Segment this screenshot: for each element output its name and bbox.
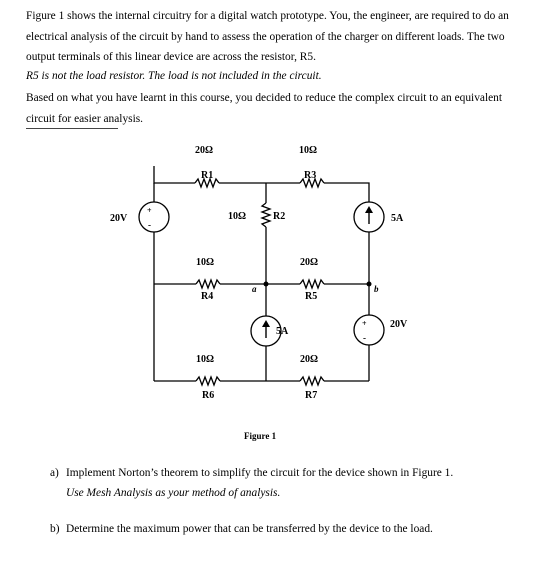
r5-value: 20Ω: [300, 257, 319, 268]
question-a-text: Implement Norton’s theorem to simplify the circuit for the device shown in Figure 1.: [66, 467, 454, 479]
node-b-label: b: [374, 284, 379, 294]
r2-value: 10Ω: [228, 211, 247, 222]
wire-top-right: [266, 179, 369, 202]
wire-mid-top: [262, 183, 270, 284]
circuit-diagram: [0, 136, 536, 446]
intro-note: R5 is not the load resistor. The load is not included in the circuit.: [26, 70, 322, 82]
arrow-up-icon: [365, 206, 373, 224]
wire-bottom-row: [154, 377, 369, 385]
plus-sign-left: +: [147, 206, 152, 215]
minus-sign-right: -: [363, 333, 366, 343]
arrow-up-icon: [262, 320, 270, 338]
r6-value: 10Ω: [196, 354, 215, 365]
node-a-label: a: [252, 284, 257, 294]
divider: [26, 128, 118, 129]
source-5a-middle: 5A: [276, 326, 289, 337]
question-a-label: a): [50, 467, 59, 479]
wire-left: [139, 183, 169, 381]
r3-value: 10Ω: [299, 145, 318, 156]
plus-sign-right: +: [362, 319, 367, 328]
r7-name: R7: [305, 390, 318, 401]
figure-caption: Figure 1: [244, 431, 277, 441]
question-b-text: Determine the maximum power that can be transferred by the device to the load.: [66, 523, 433, 535]
r4-value: 10Ω: [196, 257, 215, 268]
r7-value: 20Ω: [300, 354, 319, 365]
source-20v-right: 20V: [390, 319, 408, 330]
r3-name: R3: [304, 170, 317, 181]
r6-name: R6: [202, 390, 215, 401]
r1-name: R1: [201, 170, 214, 181]
question-b-label: b): [50, 523, 60, 535]
r5-name: R5: [305, 291, 318, 302]
intro-paragraph-2: Based on what you have learnt in this course, you decided to reduce the complex circuit to an equivalent circuit for easier analysis.: [26, 92, 503, 125]
r1-value: 20Ω: [195, 145, 214, 156]
question-a-subtext: Use Mesh Analysis as your method of analysis.: [66, 487, 281, 499]
r4-name: R4: [201, 291, 214, 302]
intro-paragraph: Figure 1 shows the internal circuitry for a digital watch prototype. You, the engineer, are required to do an electrical analysis of the circuit by hand to assess the operation of the charger on different loads. The two output terminals of this linear device are across the resistor, R5.: [26, 10, 509, 63]
source-20v-left: 20V: [110, 213, 128, 224]
wire-right-bottom: [354, 284, 384, 381]
r2-name: R2: [273, 211, 286, 222]
minus-sign-left: -: [148, 220, 151, 230]
wire-middle-row: [154, 280, 369, 288]
source-5a-right: 5A: [391, 213, 404, 224]
